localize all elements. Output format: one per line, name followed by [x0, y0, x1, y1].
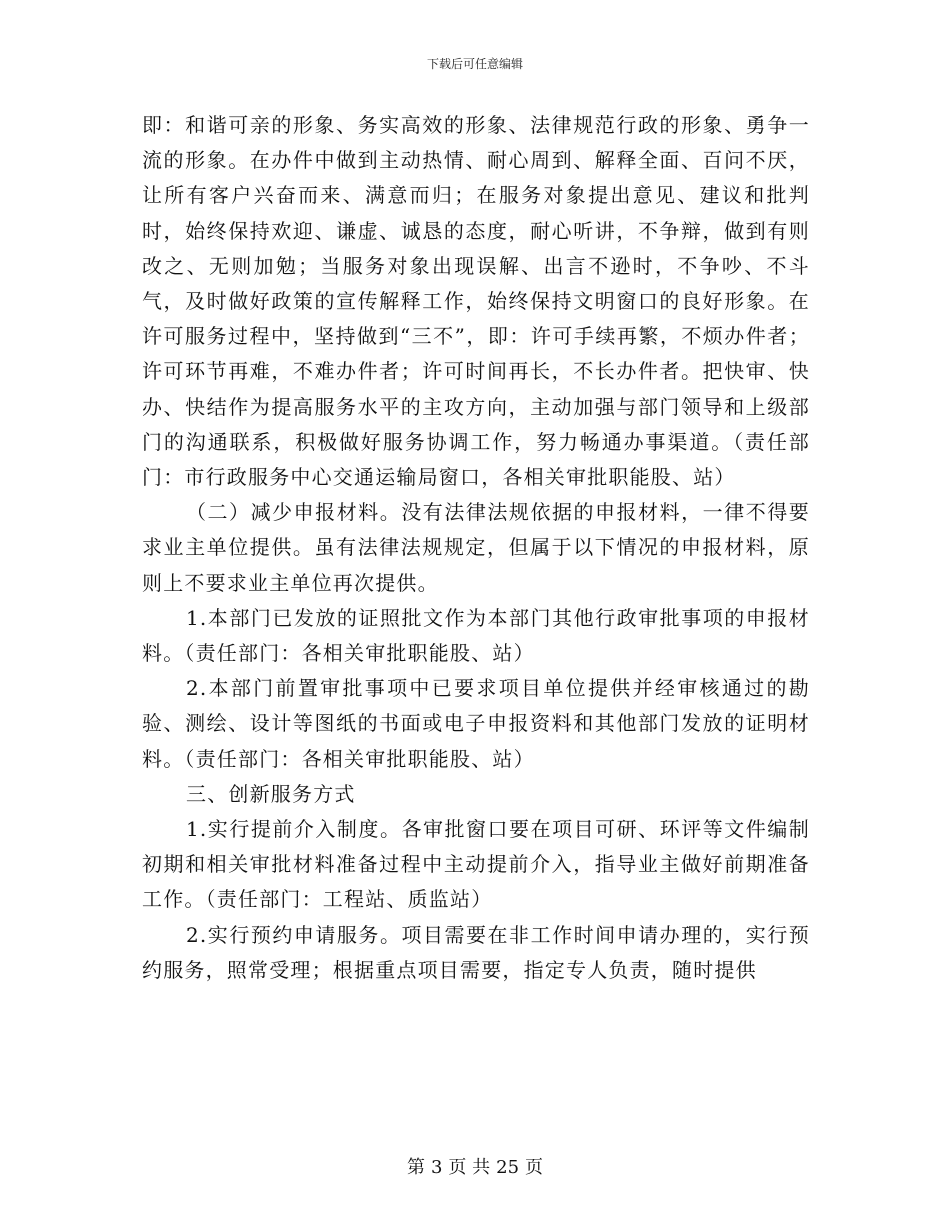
- page-footer: [0, 1153, 950, 1179]
- paragraph-early-intervention: 1.实行提前介入制度。各审批窗口要在项目可研、环评等文件编制初期和相关审批材料准备过程中主动提前介入，指导业主做好前期准备工作。（责任部门：工程站、质监站）: [142, 817, 810, 912]
- footer-prefix: 第: [406, 1157, 425, 1178]
- paragraph-service-image: 即：和谐可亲的形象、务实高效的形象、法律规范行政的形象、勇争一流的形象。在办件中做到主动热情、耐心周到、解释全面、百问不厌，让所有客户兴奋而来、满意而归；在服务对象提出意见、建议和批判时，始终保持欢迎、谦虚、诚恳的态度，耐心听讲，不争辩，做到有则改之、无则加勉；当服务对象出现误解、出言不逊时，不争吵、不斗气，及时做好政策的宣传解释工作，始终保持文明窗口的良好形象。在许可服务过程中，坚持做到“三不”，即：许可手续再繁，不烦办件者；许可环节再难，不难办件者；许可时间再长，不长办件者。把快审、快办、快结作为提高服务水平的主攻方向，主动加强与部门领导和上级部门的沟通联系，积极做好服务协调工作，努力畅通办事渠道。（责任部门：市行政服务中心交通运输局窗口，各相关审批职能股、站）: [142, 113, 810, 490]
- section-heading-innovate: 三、创新服务方式: [186, 781, 356, 806]
- page-number: 3: [430, 1157, 443, 1178]
- page-header: 下载后可任意编辑: [426, 57, 523, 71]
- footer-middle: 页 共: [448, 1157, 491, 1178]
- document-body: [142, 108, 810, 988]
- paragraph-item-2-drawings: 2.本部门前置审批事项中已要求项目单位提供并经审核通过的勘验、测绘、设计等图纸的书面或电子申报资料和其他部门发放的证明材料。（责任部门：各相关审批职能股、站）: [142, 676, 810, 771]
- footer-suffix: 页: [525, 1157, 544, 1178]
- paragraph-appointment-service: 2.实行预约申请服务。项目需要在非工作时间申请办理的，实行预约服务，照常受理；根据重点项目需要，指定专人负责，随时提供: [142, 922, 810, 982]
- total-pages: 25: [496, 1157, 520, 1178]
- paragraph-reduce-materials: （二）减少申报材料。没有法律法规依据的申报材料，一律不得要求业主单位提供。虽有法律法规规定，但属于以下情况的申报材料，原则上不要求业主单位再次提供。: [142, 500, 810, 595]
- paragraph-item-1-certificates: 1.本部门已发放的证照批文作为本部门其他行政审批事项的申报材料。（责任部门：各相关审批职能股、站）: [142, 605, 810, 666]
